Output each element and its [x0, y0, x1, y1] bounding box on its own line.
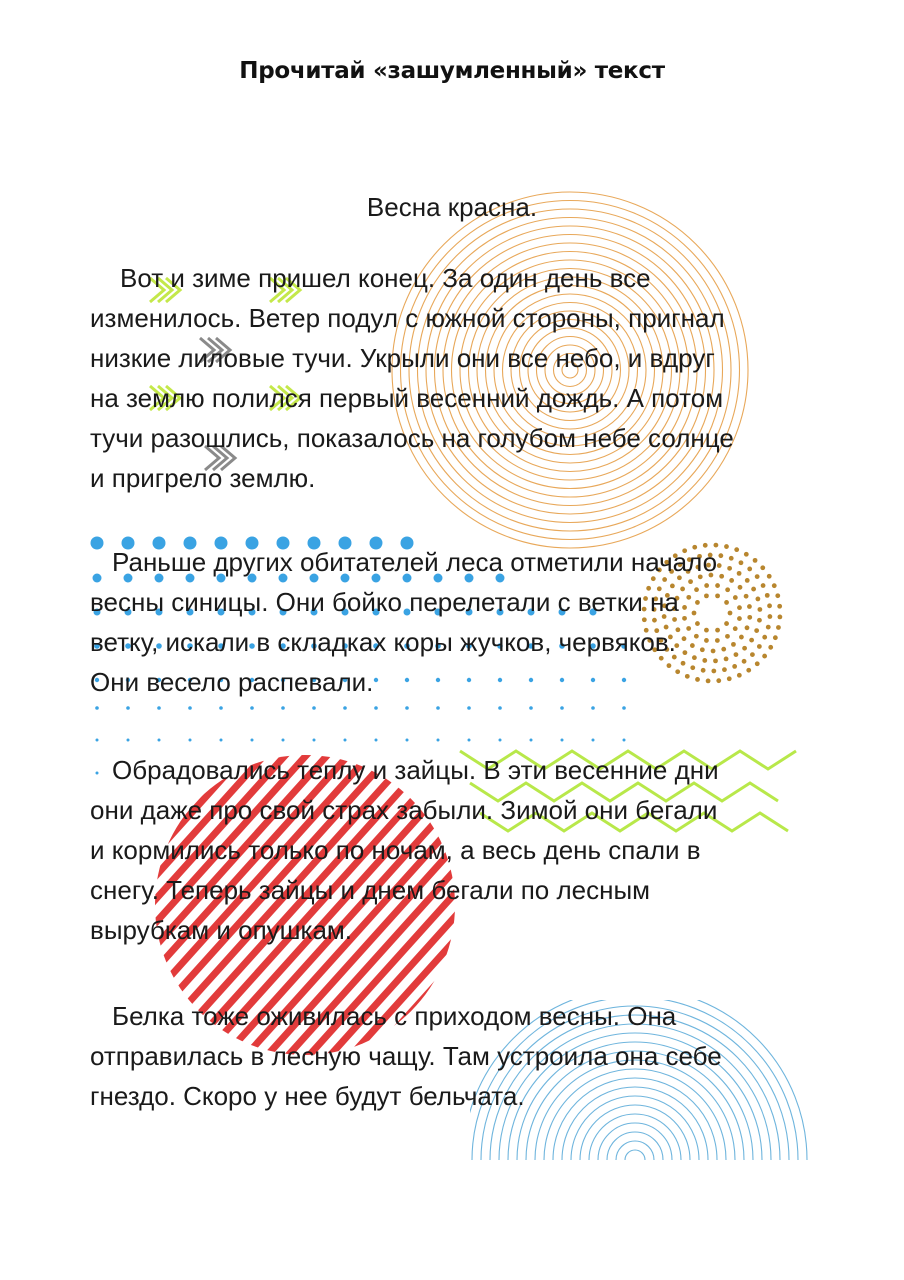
paragraph-line: Белка тоже оживилась с приходом весны. Она — [112, 1001, 677, 1031]
paragraph-line: и кормились только по ночам, а весь день спали в — [90, 835, 701, 865]
paragraph-line: весны синицы. Они бойко перелетали с ветки на — [90, 587, 679, 617]
paragraph-4 — [90, 996, 850, 1116]
paragraph-line: отправилась в лесную чащу. Там устроила она себе — [90, 1041, 722, 1071]
paragraph-line: низкие лиловые тучи. Укрыли они все небо, и вдруг — [90, 343, 715, 373]
paragraph-line: снегу. Теперь зайцы и днем бегали по лесным — [90, 875, 651, 905]
paragraph-line: гнездо. Скоро у нее будут бельчата. — [90, 1081, 525, 1111]
paragraph-line: на землю полился первый весенний дождь. А потом — [90, 383, 724, 413]
worksheet-heading: Прочитай «зашумленный» текст — [239, 58, 665, 84]
paragraph-line: ветку, искали в складках коры жучков, червяков. — [90, 627, 676, 657]
paragraph-line: Они весело распевали. — [90, 667, 374, 697]
paragraph-line: Раньше других обитателей леса отметили начало — [112, 547, 718, 577]
paragraph-line: изменилось. Ветер подул с южной стороны, пригнал — [90, 303, 725, 333]
paragraph-2 — [90, 542, 850, 702]
paragraph-line: вырубкам и опушкам. — [90, 915, 353, 945]
paragraph-line: они даже про свой страх забыли. Зимой они бегали — [90, 795, 718, 825]
paragraph-line: и пригрело землю. — [90, 463, 316, 493]
paragraph-line: тучи разошлись, показалось на голубом небе солнце — [90, 423, 734, 453]
paragraph-1 — [90, 258, 850, 498]
paragraph-line: Вот и зиме пришел конец. За один день все — [120, 263, 651, 293]
paragraph-line: Обрадовались теплу и зайцы. В эти весенние дни — [112, 755, 719, 785]
story-title: Весна красна. — [366, 192, 538, 222]
paragraph-3 — [90, 750, 850, 950]
